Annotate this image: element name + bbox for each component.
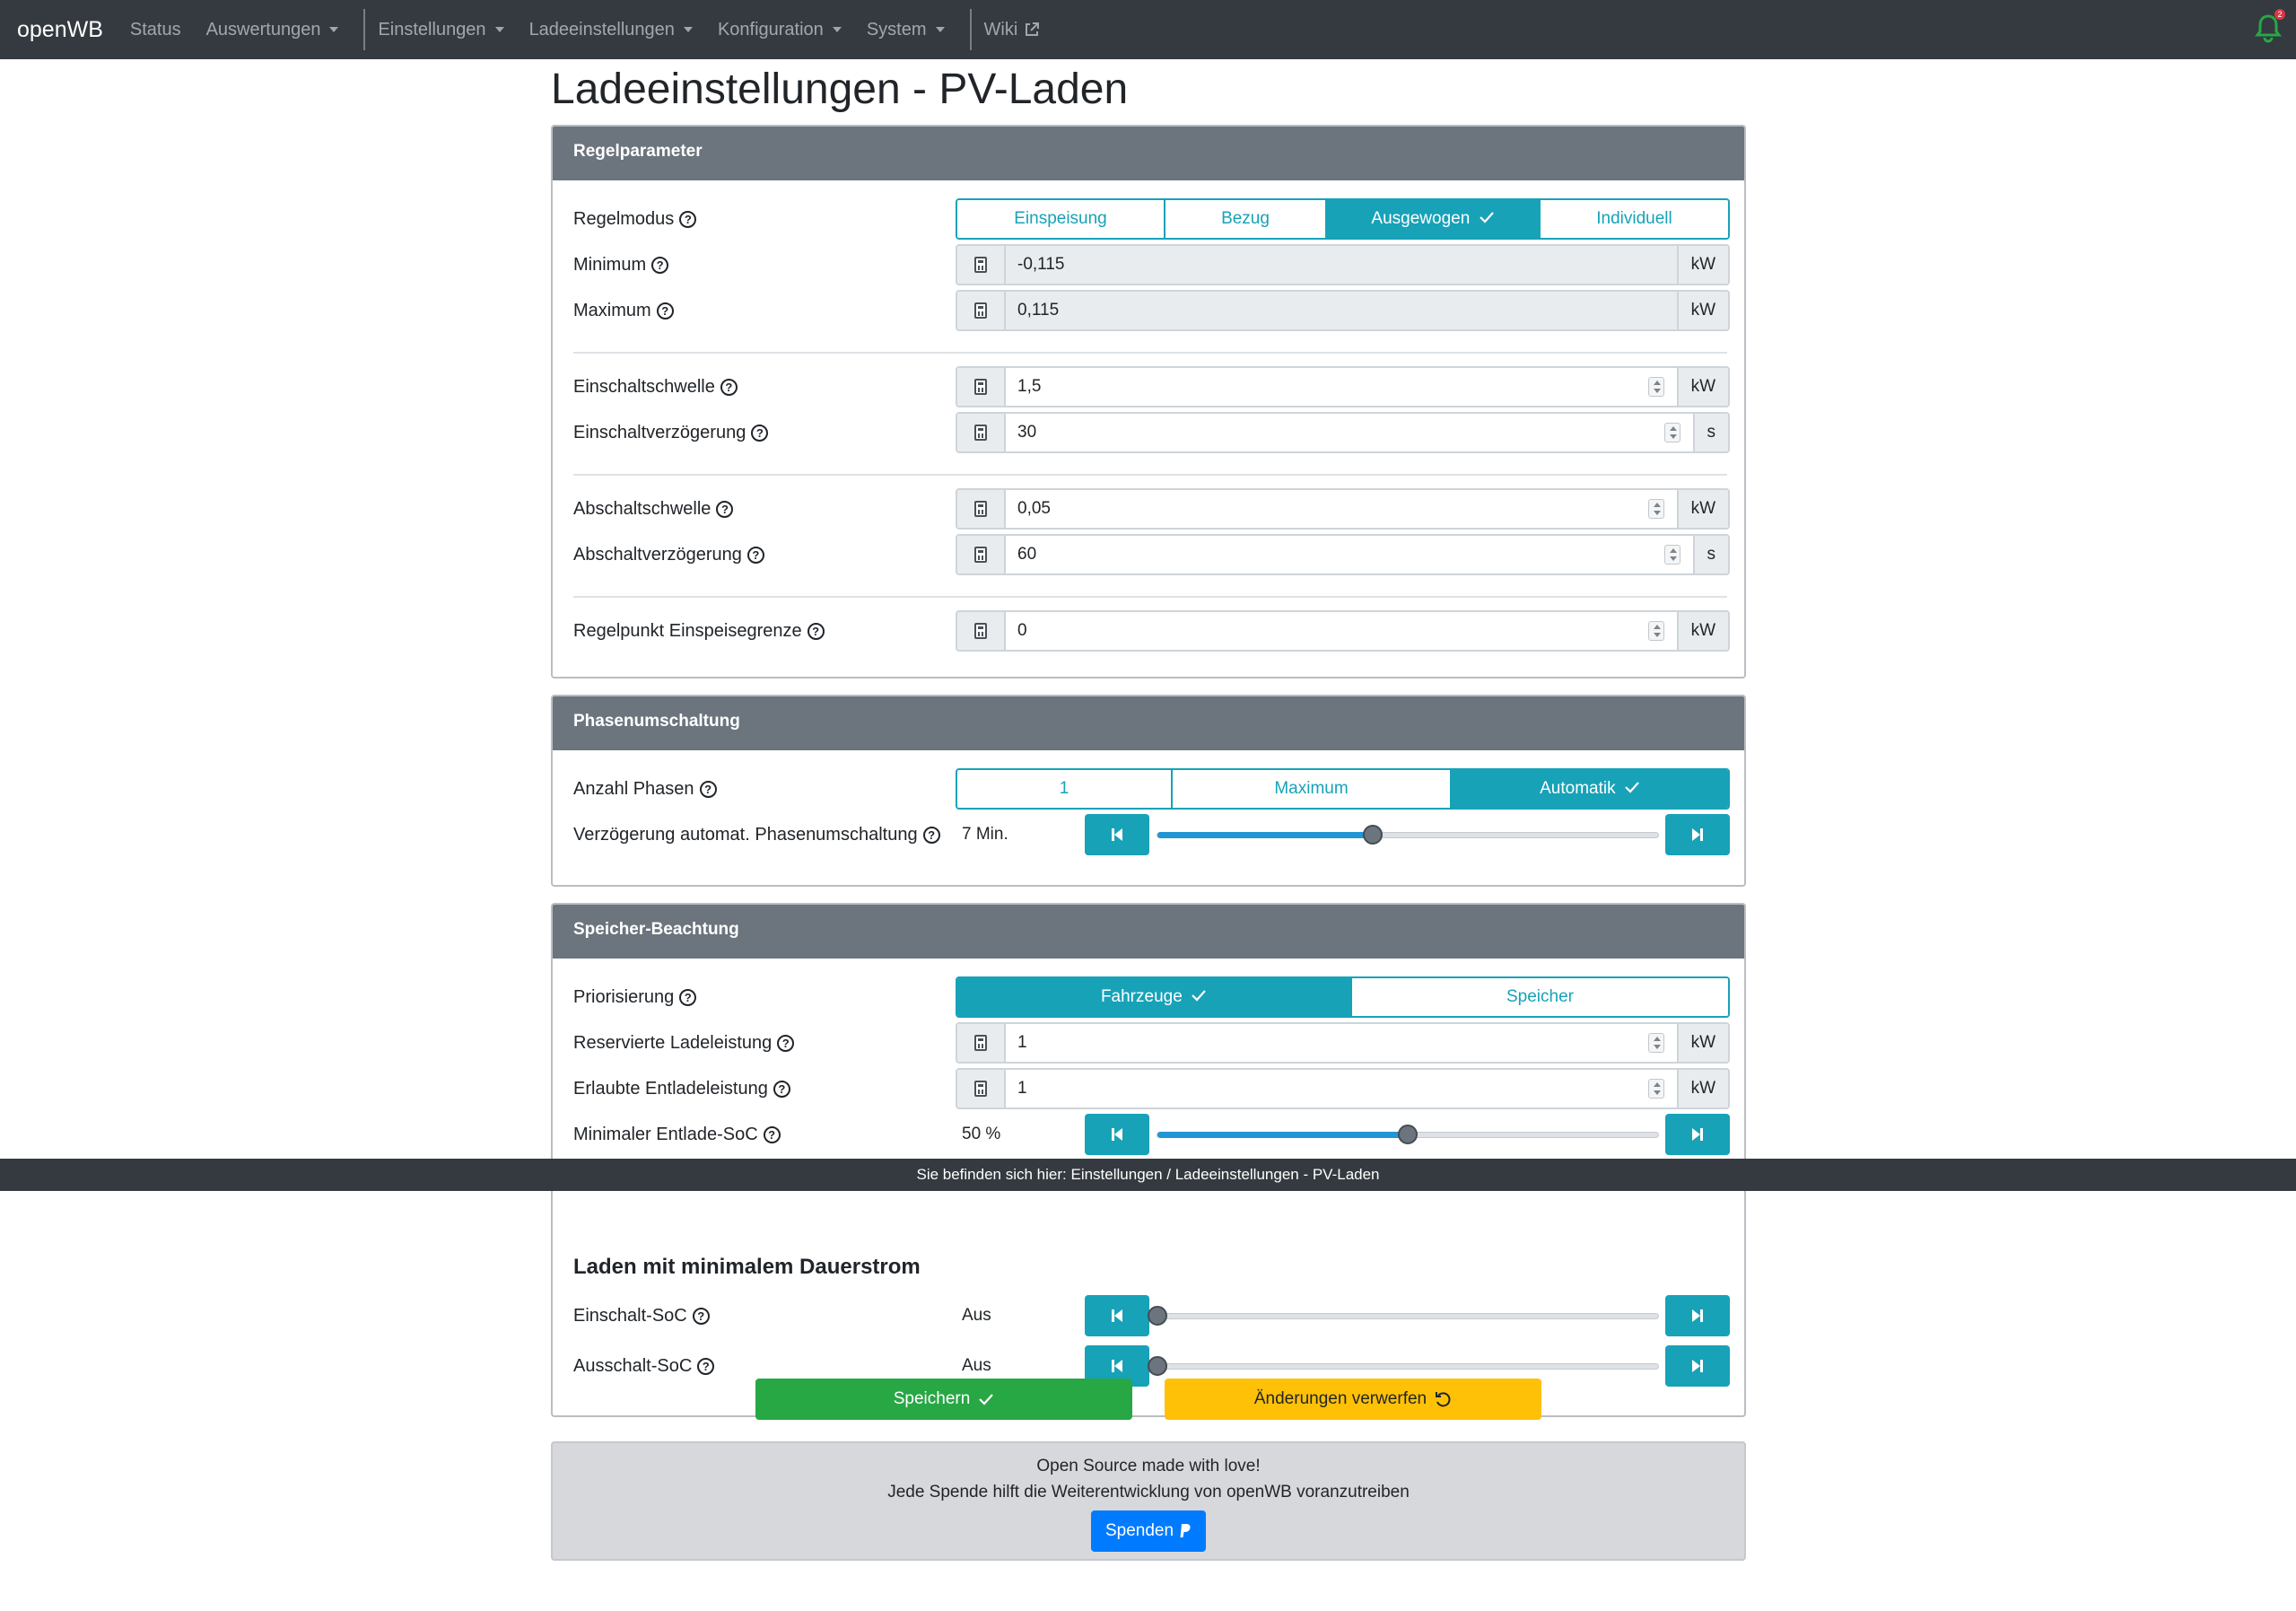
undo-icon	[1434, 1390, 1452, 1408]
page-title: Ladeeinstellungen - PV-Laden	[551, 66, 1129, 113]
slider-decrease-button[interactable]	[1085, 1295, 1149, 1336]
row-min-soc	[553, 1114, 1746, 1155]
external-link-icon	[1023, 21, 1041, 39]
input-value: 1	[1017, 1079, 1027, 1098]
row-priorisierung	[553, 976, 1746, 1018]
divider	[573, 352, 1727, 354]
nav-ladeeinstellungen-label: Ladeeinstellungen	[528, 19, 675, 39]
field-label	[573, 768, 717, 810]
slider-fill	[1157, 1132, 1408, 1138]
abschaltschwelle-input-group	[956, 488, 1730, 530]
reserviert-input[interactable]	[1006, 1024, 1677, 1062]
help-icon[interactable]: ?	[923, 827, 940, 844]
slider-increase-button[interactable]	[1665, 1345, 1730, 1387]
slider-thumb[interactable]	[1148, 1306, 1167, 1326]
number-spinner[interactable]	[1648, 1033, 1664, 1053]
discard-label: Änderungen verwerfen	[1253, 1389, 1427, 1408]
input-value: 1,5	[1017, 377, 1042, 396]
row-einschaltverzoegerung	[553, 412, 1746, 453]
input-value: 1	[1017, 1033, 1027, 1052]
row-ausschalt-soc	[553, 1345, 1746, 1387]
input-value: 0	[1017, 621, 1027, 640]
help-icon[interactable]: ?	[808, 623, 825, 640]
nav-konfiguration[interactable]	[718, 20, 842, 40]
min-soc-slider[interactable]	[1157, 1132, 1659, 1138]
field-label	[573, 488, 733, 530]
abschaltverzoegerung-input[interactable]	[1006, 536, 1693, 573]
calculator-button[interactable]	[957, 612, 1006, 650]
calculator-icon	[974, 302, 987, 319]
help-icon[interactable]: ?	[679, 211, 696, 228]
donate-button[interactable]	[1091, 1510, 1206, 1552]
check-icon	[978, 1393, 994, 1405]
abschaltschwelle-input[interactable]	[1006, 490, 1677, 528]
row-abschaltverzoegerung	[553, 534, 1746, 575]
input-value: 30	[1017, 423, 1037, 442]
nav-konfiguration-label: Konfiguration	[717, 19, 824, 39]
nav-auswertungen-label: Auswertungen	[205, 19, 321, 39]
unit-label: kW	[1677, 246, 1728, 284]
number-spinner[interactable]	[1648, 621, 1664, 641]
label-text: Maximum	[573, 301, 651, 320]
row-verzoegerung	[553, 814, 1746, 855]
label-text: Regelmodus	[573, 209, 675, 229]
brand-logo[interactable]: openWB	[17, 16, 103, 42]
calculator-icon	[974, 1035, 987, 1051]
calculator-icon	[974, 623, 987, 639]
verzoegerung-slider[interactable]	[1157, 832, 1659, 838]
number-spinner[interactable]	[1648, 1079, 1664, 1099]
slider-value: Aus	[962, 1306, 991, 1325]
nav-einstellungen[interactable]	[378, 20, 503, 40]
card-header: Phasenumschaltung	[553, 696, 1744, 750]
minimum-input-group	[956, 244, 1730, 285]
footer-line1: Open Source made with love!	[1036, 1457, 1261, 1475]
calculator-icon	[974, 379, 987, 395]
einschaltverzoegerung-input-group	[956, 412, 1730, 453]
help-icon[interactable]: ?	[747, 547, 764, 564]
einschaltschwelle-input[interactable]	[1006, 368, 1677, 406]
card-regelparameter	[551, 125, 1746, 679]
help-icon[interactable]: ?	[751, 425, 768, 442]
unit-label: kW	[1677, 1024, 1728, 1062]
donation-footer	[551, 1441, 1746, 1561]
nav-auswertungen[interactable]	[206, 20, 339, 40]
regelpunkt-input-group	[956, 610, 1730, 652]
calculator-icon	[974, 257, 987, 273]
field-label	[573, 976, 696, 1018]
field-label	[573, 198, 696, 240]
unit-label: s	[1693, 414, 1729, 451]
breadcrumb: Sie befinden sich hier: Einstellungen / Ladeeinstellungen - PV-Laden	[0, 1159, 2296, 1191]
label-text: Einschaltverzögerung	[573, 423, 746, 442]
save-label: Speichern	[893, 1389, 971, 1408]
chevron-down-icon	[684, 27, 693, 32]
nav-divider	[363, 9, 365, 50]
regelmodus-group	[956, 198, 1730, 240]
chevron-down-icon	[329, 27, 338, 32]
calculator-button[interactable]	[957, 536, 1006, 573]
unit-label: kW	[1677, 368, 1728, 406]
slider-thumb[interactable]	[1148, 1356, 1167, 1376]
row-anzahl-phasen	[553, 768, 1746, 810]
nav-ladeeinstellungen[interactable]	[529, 20, 693, 40]
unit-label: s	[1693, 536, 1729, 573]
slider-value: 50 %	[962, 1125, 1001, 1143]
maximum-input: 0,115	[1006, 292, 1677, 329]
field-label	[573, 610, 825, 652]
row-regelpunkt	[553, 610, 1746, 652]
skip-back-icon	[1110, 1359, 1124, 1373]
card-header: Speicher-Beachtung	[553, 905, 1744, 959]
notification-bell[interactable]	[2253, 10, 2283, 45]
nav-status[interactable]: Status	[129, 19, 181, 39]
label-text: Minimum	[573, 255, 647, 275]
maximum-input-group	[956, 290, 1730, 331]
slider-increase-button[interactable]	[1665, 1114, 1730, 1155]
dauerstrom-heading: Laden mit minimalem Dauerstrom	[573, 1255, 921, 1279]
input-value: 0,05	[1017, 499, 1051, 518]
help-icon[interactable]: ?	[773, 1081, 790, 1098]
slider-increase-button[interactable]	[1665, 814, 1730, 855]
calculator-icon	[974, 501, 987, 517]
calculator-icon	[974, 547, 987, 563]
chevron-down-icon	[936, 27, 945, 32]
nav-divider	[970, 9, 972, 50]
number-spinner[interactable]	[1664, 545, 1681, 565]
calculator-button[interactable]	[957, 246, 1006, 284]
slider-thumb[interactable]	[1363, 825, 1383, 845]
number-spinner[interactable]	[1648, 499, 1664, 519]
calculator-button[interactable]	[957, 414, 1006, 451]
minimum-input: -0,115	[1006, 246, 1677, 284]
calculator-button[interactable]	[957, 1024, 1006, 1062]
help-icon[interactable]: ?	[651, 257, 668, 274]
einschalt-soc-slider[interactable]	[1157, 1313, 1659, 1319]
field-label	[573, 290, 674, 331]
skip-back-icon	[1110, 1309, 1124, 1323]
slider-fill	[1157, 832, 1373, 838]
check-icon	[1624, 781, 1640, 793]
skip-back-icon	[1110, 827, 1124, 842]
check-icon	[1479, 211, 1495, 223]
field-label	[573, 366, 738, 407]
skip-forward-icon	[1690, 827, 1705, 842]
input-value: 60	[1017, 545, 1037, 564]
calculator-button[interactable]	[957, 368, 1006, 406]
label-text: Regelpunkt Einspeisegrenze	[573, 621, 802, 641]
help-icon[interactable]: ?	[679, 989, 696, 1006]
unit-label: kW	[1677, 490, 1728, 528]
field-label	[573, 1295, 710, 1336]
option-1[interactable]: 1	[957, 770, 1173, 808]
slider-value: Aus	[962, 1356, 991, 1375]
row-regelmodus	[553, 198, 1746, 240]
field-label	[573, 1068, 790, 1109]
calculator-icon	[974, 1081, 987, 1097]
calculator-button[interactable]	[957, 292, 1006, 329]
check-icon	[1191, 989, 1207, 1002]
save-button[interactable]	[755, 1379, 1132, 1420]
label-text: Einschalt-SoC	[573, 1306, 687, 1326]
number-spinner[interactable]	[1664, 423, 1681, 442]
footer-line2: Jede Spende hilft die Weiterentwicklung von openWB voranzutreiben	[887, 1483, 1410, 1502]
paypal-icon	[1179, 1523, 1192, 1539]
row-abschaltschwelle	[553, 488, 1746, 530]
divider	[573, 474, 1727, 476]
reserviert-input-group	[956, 1022, 1730, 1064]
unit-label: kW	[1677, 1070, 1728, 1108]
label-text: Erlaubte Entladeleistung	[573, 1079, 768, 1099]
nav-wiki[interactable]	[984, 20, 1042, 40]
nav-einstellungen-label: Einstellungen	[378, 19, 486, 39]
number-spinner[interactable]	[1648, 377, 1664, 397]
field-label	[573, 244, 668, 285]
label-text: Einschaltschwelle	[573, 377, 715, 397]
field-label	[573, 814, 940, 855]
discard-button[interactable]	[1165, 1379, 1541, 1420]
nav-system[interactable]	[867, 20, 945, 40]
skip-forward-icon	[1690, 1127, 1705, 1142]
erlaubt-input-group	[956, 1068, 1730, 1109]
row-maximum	[553, 290, 1746, 331]
option-maximum[interactable]: Maximum	[1173, 770, 1452, 808]
field-label	[573, 1114, 781, 1155]
row-einschalt-soc	[553, 1295, 1746, 1336]
slider-increase-button[interactable]	[1665, 1295, 1730, 1336]
divider	[573, 596, 1727, 598]
priorisierung-group	[956, 976, 1730, 1018]
calculator-icon	[974, 425, 987, 441]
unit-label: kW	[1677, 292, 1728, 329]
help-icon[interactable]: ?	[720, 379, 738, 396]
row-reserviert	[553, 1022, 1746, 1064]
option-label: Automatik	[1540, 779, 1616, 798]
option-einspeisung[interactable]: Einspeisung	[957, 200, 1165, 238]
skip-back-icon	[1110, 1127, 1124, 1142]
option-ausgewogen[interactable]	[1327, 200, 1541, 238]
top-navbar	[0, 0, 2296, 59]
help-icon[interactable]: ?	[657, 302, 674, 320]
erlaubt-input[interactable]	[1006, 1070, 1677, 1108]
option-label: Fahrzeuge	[1100, 987, 1183, 1006]
ausschalt-soc-slider[interactable]	[1157, 1363, 1659, 1370]
help-icon[interactable]: ?	[764, 1126, 781, 1143]
notification-badge: 2	[2274, 9, 2285, 20]
card-header: Regelparameter	[553, 127, 1744, 180]
label-text: Priorisierung	[573, 987, 675, 1007]
field-label	[573, 1022, 794, 1064]
field-label	[573, 412, 768, 453]
calculator-button[interactable]	[957, 1070, 1006, 1108]
option-automatik[interactable]	[1452, 770, 1728, 808]
row-einschaltschwelle	[553, 366, 1746, 407]
unit-label: kW	[1677, 612, 1728, 650]
regelpunkt-input[interactable]	[1006, 612, 1677, 650]
option-individuell[interactable]: Individuell	[1541, 200, 1728, 238]
anzahl-phasen-group	[956, 768, 1730, 810]
row-minimum	[553, 244, 1746, 285]
field-label	[573, 1345, 714, 1387]
nav-wiki-label: Wiki	[983, 19, 1018, 39]
label-text: Abschaltverzögerung	[573, 545, 742, 565]
option-bezug[interactable]: Bezug	[1165, 200, 1327, 238]
nav-system-label: System	[866, 19, 927, 39]
skip-forward-icon	[1690, 1309, 1705, 1323]
label-text: Anzahl Phasen	[573, 779, 694, 799]
row-erlaubt	[553, 1068, 1746, 1109]
slider-decrease-button[interactable]	[1085, 1114, 1149, 1155]
label-text: Ausschalt-SoC	[573, 1356, 693, 1376]
abschaltverzoegerung-input-group	[956, 534, 1730, 575]
help-icon[interactable]: ?	[716, 501, 733, 518]
field-label	[573, 534, 764, 575]
skip-forward-icon	[1690, 1359, 1705, 1373]
label-text: Abschaltschwelle	[573, 499, 711, 519]
label-text: Minimaler Entlade-SoC	[573, 1125, 758, 1144]
donate-label: Spenden	[1104, 1521, 1174, 1540]
option-fahrzeuge[interactable]	[957, 978, 1352, 1016]
slider-decrease-button[interactable]	[1085, 814, 1149, 855]
label-text: Verzögerung automat. Phasenumschaltung	[573, 825, 918, 845]
help-icon[interactable]: ?	[697, 1358, 714, 1375]
slider-thumb[interactable]	[1398, 1125, 1418, 1144]
help-icon[interactable]: ?	[700, 781, 717, 798]
slider-value: 7 Min.	[962, 825, 1008, 844]
chevron-down-icon	[495, 27, 504, 32]
option-label: Ausgewogen	[1371, 209, 1471, 228]
help-icon[interactable]: ?	[777, 1035, 794, 1052]
chevron-down-icon	[833, 27, 842, 32]
card-phasenumschaltung	[551, 695, 1746, 887]
einschaltschwelle-input-group	[956, 366, 1730, 407]
help-icon[interactable]: ?	[693, 1308, 710, 1325]
calculator-button[interactable]	[957, 490, 1006, 528]
label-text: Reservierte Ladeleistung	[573, 1033, 773, 1053]
option-speicher[interactable]: Speicher	[1352, 978, 1728, 1016]
einschaltverzoegerung-input[interactable]	[1006, 414, 1693, 451]
